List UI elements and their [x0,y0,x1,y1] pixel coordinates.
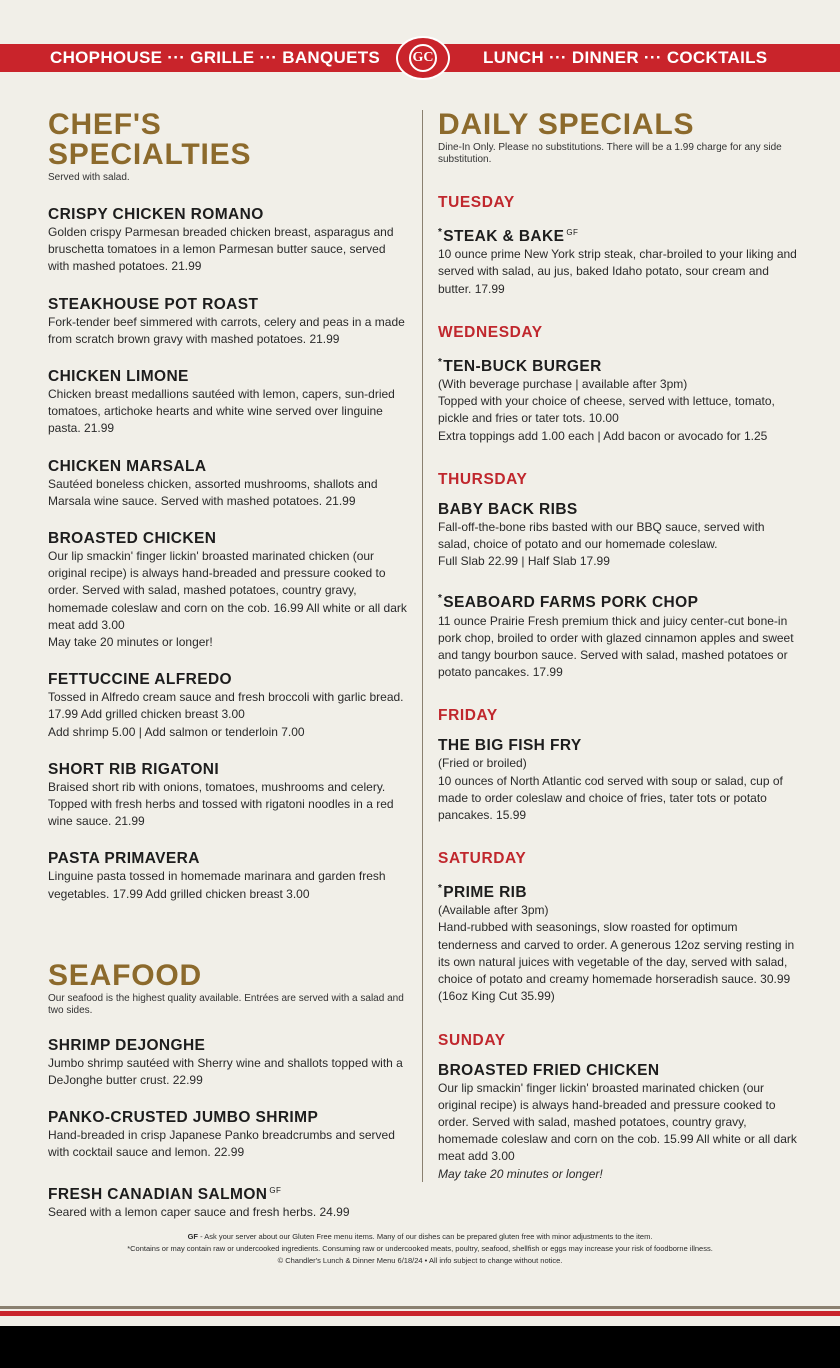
menu-item-note: May take 20 minutes or longer! [48,635,213,650]
raw-marker: * [438,227,443,238]
menu-item-name: PASTA PRIMAVERA [48,850,200,868]
raw-marker: * [438,356,443,368]
menu-item [48,850,408,902]
menu-item-desc: Our lip smackin' finger lickin' broasted marinated chicken (our original recipe) is always hand-breaded and pressure cooked to order. Served with salad, mashed potatoes, country gravy, homemade coleslaw and corn on the cob. 16.99 All white or all dark meat add 3.00 [48,549,407,632]
day-heading: WEDNESDAY [438,323,543,341]
logo-monogram: GC [409,44,437,72]
day-heading: SATURDAY [438,850,527,868]
menu-item [48,1182,408,1221]
bottom-black-bar [0,1326,840,1368]
menu-item-desc: Braised short rib with onions, tomatoes, mushrooms and celery. Topped with fresh herbs and tossed with rigatoni noodles in a red wine sauce. 21.99 [48,779,394,829]
footer-gf-label: GF [187,1232,199,1241]
menu-item [438,737,798,824]
menu-item [48,530,408,651]
menu-item-name [48,1182,408,1204]
daily-specials-title: DAILY SPECIALS [438,108,695,141]
header-right-tagline: LUNCH ··· DINNER ··· COCKTAILS [483,48,768,67]
day-heading: TUESDAY [438,194,515,211]
menu-item-note: May take 20 minutes or longer! [438,1166,603,1181]
menu-item-desc: 10 ounces of North Atlantic cod served with soup or salad, cup of made to order coleslaw and choice of fries, tater tots or potato pancakes. 15.99 [438,773,783,822]
menu-item [48,206,408,276]
day-heading: THURSDAY [438,470,528,488]
menu-item-desc: Hand-breaded in crisp Japanese Panko breadcrumbs and served with cocktail sauce and lemon. 22.99 [48,1128,395,1160]
footer-gf-note: - Ask your server about our Gluten Free menu items. Many of our dishes can be prepared gluten free with minor adjustments to the item. [198,1232,653,1241]
menu-item-note: Extra toppings add 1.00 each | Add bacon or avocado for 1.25 [438,428,768,443]
menu-item-name: CHICKEN MARSALA [48,457,207,475]
menu-item-name: BABY BACK RIBS [438,500,578,518]
menu-item-name: SHORT RIB RIGATONI [48,760,220,778]
footer-raw-note: *Contains or may contain raw or undercooked ingredients. Consuming raw or undercooked meats, poultry, seafood, shellfish or eggs may increase your risk of foodborne illness. [127,1244,713,1253]
menu-item-name: PANKO-CRUSTED JUMBO SHRIMP [48,1109,319,1127]
menu-item-desc: (With beverage purchase | available after 3pm) [438,376,688,391]
menu-item-name: STEAKHOUSE POT ROAST [48,295,259,313]
menu-item-name-text: STEAK & BAKE [443,228,565,246]
menu-item-desc: (Fried or broiled) [438,756,527,771]
menu-item [48,761,408,831]
menu-item-desc: Sautéed boneless chicken, assorted mushrooms, shallots and Marsala wine sauce. Served with mashed potatoes. 21.99 [48,476,378,508]
menu-item-name: THE BIG FISH FRY [438,737,582,755]
column-divider [422,110,423,1182]
menu-item-name-text: PRIME RIB [443,884,527,902]
menu-item-desc: Fork-tender beef simmered with carrots, celery and peas in a made from scratch brown gravy with mashed potatoes. 21.99 [48,314,405,346]
menu-item-desc: Seared with a lemon caper sauce and fresh herbs. 24.99 [48,1204,350,1219]
menu-item-name: FETTUCCINE ALFREDO [48,671,233,689]
footer-stripe-grey [0,1306,840,1309]
menu-item-desc: Hand-rubbed with seasonings, slow roasted for optimum tenderness and carved to order. A generous 12oz serving resting in its own natural juices with vegetable of the day, served with salad, choice of potato and creamy homemade horseradish sauce. 30.99 (16oz King Cut 35.99) [438,920,795,1004]
menu-item [48,671,408,741]
menu-item-name [438,590,798,612]
menu-item-desc: Golden crispy Parmesan breaded chicken breast, asparagus and bruschetta tomatoes in a lemon Parmesan butter sauce, served with mashed potatoes. 21.99 [48,225,394,274]
menu-item [438,354,798,445]
menu-item-name-text: FRESH CANADIAN SALMON [48,1185,268,1203]
footer-gf-line [0,1231,840,1243]
menu-item-note: Full Slab 22.99 | Half Slab 17.99 [438,554,610,569]
raw-marker: * [438,593,443,605]
menu-item-name: BROASTED CHICKEN [48,530,217,548]
menu-item [48,296,408,348]
menu-item [438,590,798,681]
menu-item-name-text: SEABOARD FARMS PORK CHOP [443,594,699,612]
menu-item [48,1037,408,1089]
menu-item [48,368,408,438]
left-column [48,110,408,1221]
day-heading: SUNDAY [438,1031,506,1049]
footer-stripe-red [0,1311,840,1316]
menu-item-name: SHRIMP DEJONGHE [48,1036,206,1054]
footer-copyright: © Chandler's Lunch & Dinner Menu 6/18/24 • All info subject to change without notice. [277,1256,563,1265]
day-heading: FRIDAY [438,707,498,725]
raw-marker: * [438,883,443,895]
seafood-title: SEAFOOD [48,958,202,992]
footer [0,1231,840,1267]
menu-item-name: CHICKEN LIMONE [48,368,189,386]
club-logo [396,36,450,80]
menu-item-desc: Linguine pasta tossed in homemade marinara and garden fresh vegetables. 17.99 Add grilled chicken breast 3.00 [48,869,386,901]
chefs-specialties-title: CHEF'S SPECIALTIES [48,108,252,171]
menu-item-name [438,880,798,902]
menu-item-desc: 11 ounce Prairie Fresh premium thick and juicy center-cut bone-in pork chop, broiled to order with glazed cinnamon apples and sweet and tangy bourbon sauce. Served with salad, mashed potatoes or potato pancakes. 17.99 [438,613,794,680]
menu-item [438,880,798,1005]
menu-item-name [438,224,798,246]
menu-item-name: BROASTED FRIED CHICKEN [438,1061,660,1079]
seafood-note: Our seafood is the highest quality available. Entrées are served with a salad and two sides. [48,992,404,1016]
menu-item-desc: Tossed in Alfredo cream sauce and fresh broccoli with garlic bread. 17.99 Add grilled chicken breast 3.00 [48,690,404,722]
menu-item-desc: 10 ounce prime New York strip steak, char-broiled to your liking and served with salad, au jus, baked Idaho potato, sour cream and butter. 17.99 [438,247,797,296]
menu-item [438,501,798,571]
menu-item-desc: Chicken breast medallions sautéed with lemon, capers, sun-dried tomatoes, artichoke hearts and white wine served over linguine pasta. 21.99 [48,387,395,436]
menu-item-desc: Jumbo shrimp sautéed with Sherry wine and shallots topped with a DeJonghe butter crust. 22.99 [48,1055,403,1088]
menu-item-name [438,354,798,376]
gluten-free-badge: GF [566,228,579,237]
chefs-note: Served with salad. [48,172,130,183]
menu-item [438,224,798,298]
menu-item [48,1109,408,1161]
menu-item-name: CRISPY CHICKEN ROMANO [48,206,264,223]
menu-item [48,458,408,510]
menu-item-desc: Our lip smackin' finger lickin' broasted marinated chicken (our original recipe) is always hand-breaded and pressure cooked to order. Served with salad, mashed potatoes, country gravy, homemade coleslaw and corn on the cob. 15.99 All white or all dark meat add 3.00 [438,1080,797,1164]
menu-item-desc: Topped with your choice of cheese, served with lettuce, tomato, pickle and fries or tater tots. 10.00 [438,394,775,426]
menu-item-name-text: TEN-BUCK BURGER [443,357,602,375]
gluten-free-badge: GF [269,1185,282,1195]
daily-specials-note: Dine-In Only. Please no substitutions. There will be a 1.99 charge for any side substitution. [438,142,782,165]
menu-item [438,1062,798,1183]
right-column [438,110,798,1183]
menu-item-desc: (Available after 3pm) [438,903,549,918]
header-left-tagline: CHOPHOUSE ··· GRILLE ··· BANQUETS [50,48,381,67]
menu-item-note: Add shrimp 5.00 | Add salmon or tenderloin 7.00 [48,724,305,739]
menu-item-desc: Fall-off-the-bone ribs basted with our BBQ sauce, served with salad, choice of potato and our homemade coleslaw. [438,519,765,551]
